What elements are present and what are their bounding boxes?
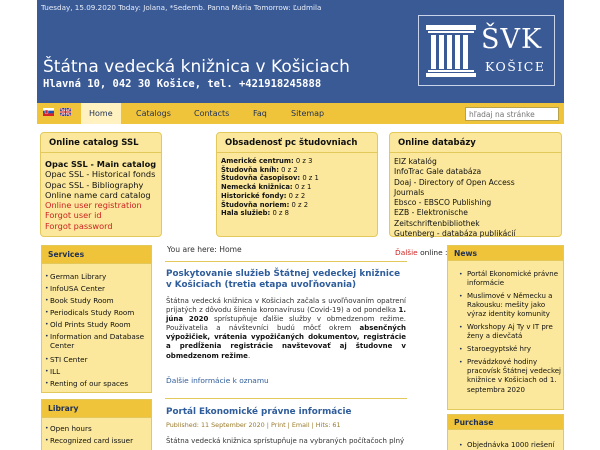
service-link[interactable]: • Information and Database Center xyxy=(50,332,150,350)
databases-box xyxy=(389,132,562,237)
article-body: Štátna vedecká knižnica sprístupňuje na vybraných počítačoch plný xyxy=(166,437,405,445)
news-box xyxy=(447,245,564,410)
catalogs-box-title: Online catalog SSL xyxy=(49,138,139,148)
pc-row: Študovňa časopisov: 0 z 1 xyxy=(221,174,319,183)
news-link[interactable]: • Workshopy Aj Ty v IT pre ženy a dievčatá xyxy=(467,323,563,341)
purchase-title: Purchase xyxy=(448,415,563,430)
pc-row: Študovňa noriem: 0 z 2 xyxy=(221,200,309,209)
pc-row: Študovňa kníh: 0 z 2 xyxy=(221,165,298,174)
svk-logo[interactable] xyxy=(418,15,555,86)
news-link[interactable]: • Muslimové v Německu a Rakousku: mešity jako výraz identity komunity xyxy=(467,292,563,320)
catalog-link-bibliography[interactable]: Opac SSL - Bibliography xyxy=(45,179,144,190)
news-link[interactable]: • Staroegyptské hry xyxy=(467,345,563,354)
library-link[interactable]: • Open hours xyxy=(50,424,92,433)
library-link[interactable]: • Recognized card issuer xyxy=(50,436,133,445)
article xyxy=(165,398,407,450)
article-more-link[interactable]: Ďalšie informácie k oznamu xyxy=(166,376,269,385)
main-nav xyxy=(37,103,564,124)
user-registration-link[interactable]: Online user registration xyxy=(45,200,142,211)
services-title: Services xyxy=(42,246,151,264)
pc-row: Historické fondy: 0 z 2 xyxy=(221,191,306,200)
article-title[interactable]: Poskytovanie služieb Štátnej vedeckej knižnice v Košiciach (tretia etapa uvoľňovania) xyxy=(166,269,401,290)
article-title[interactable]: Portál Ekonomické právne informácie xyxy=(166,407,352,417)
columns-icon xyxy=(425,24,477,78)
article-body: Štátna vedecká knižnica v Košiciach začala s uvoľňovaním opatrení prijatých z dôvodu šírenia koronavírusu (Covid-19) a od pondelka 1. júna 2020 sprístupňuje ďalšie služby v obmedzenom režime. Používatelia a návštevníci budú môcť okrem absenčných výpožičiek, vrátenia vypožičaných dokumentov, registrácie a predĺženia registrácie navštevovať aj študovne v obmedzenom režime. xyxy=(166,297,406,360)
service-link[interactable]: • Old Prints Study Room xyxy=(50,320,131,329)
service-link[interactable]: • German Library xyxy=(50,272,106,281)
db-link-eiz[interactable]: EIZ katalóg xyxy=(394,157,437,166)
catalog-link-historical[interactable]: Opac SSL - Historical fonds xyxy=(45,169,156,180)
slovak-flag-icon[interactable] xyxy=(43,108,54,116)
article xyxy=(165,261,407,391)
logo-text-kosice: KOŠICE xyxy=(485,59,546,74)
site-address: Hlavná 10, 042 30 Košice, tel. +421918245888 xyxy=(43,78,322,90)
news-link[interactable]: • Prevádzkové hodiny pracovísk Štátnej vedeckej knižnice v Košiciach od 1. septembra 2020 xyxy=(467,358,563,395)
english-flag-icon[interactable] xyxy=(60,108,71,116)
nav-contacts[interactable]: Contacts xyxy=(194,109,230,118)
pc-occupancy-title: Obsadenosť pc študovniach xyxy=(225,138,358,148)
news-title: News xyxy=(448,246,563,261)
dateline: Tuesday, 15.09.2020 Today: Jolana, *Sedemb. Panna Mária Tomorrow: Ľudmila xyxy=(41,3,322,12)
db-link-gutenberg[interactable]: Gutenberg - databáza publikácií xyxy=(394,229,516,239)
pc-row: Nemecká knižnica: 0 z 1 xyxy=(221,183,312,192)
site-header xyxy=(37,0,564,103)
site-title[interactable]: Štátna vedecká knižnica v Košiciach xyxy=(43,57,350,77)
service-link[interactable]: • Book Study Room xyxy=(50,296,114,305)
service-link[interactable]: • InfoUSA Center xyxy=(50,284,105,293)
purchase-box xyxy=(447,414,564,450)
more-online-label: Ďalšie online : xyxy=(395,248,448,257)
service-link[interactable]: • Periodicals Study Room xyxy=(50,308,134,317)
news-link[interactable]: • Portál Ekonomické právne informácie xyxy=(467,270,563,288)
service-link[interactable]: • ILL xyxy=(50,367,60,376)
page xyxy=(37,0,564,450)
pc-row: Hala služieb: 0 z 8 xyxy=(221,209,289,218)
db-link-doaj-cont[interactable]: Journals xyxy=(394,187,425,197)
library-title: Library xyxy=(42,400,151,418)
pc-row: Americké centrum: 0 z 3 xyxy=(221,157,313,165)
db-link-ezb-cont[interactable]: Zeitschriftenbibliothek xyxy=(394,218,480,228)
forgot-user-id-link[interactable]: Forgot user id xyxy=(45,210,102,221)
pc-occupancy-box xyxy=(216,132,378,237)
catalog-link-main[interactable]: Opac SSL - Main catalog xyxy=(45,159,157,169)
nav-home[interactable]: Home xyxy=(81,103,121,124)
logo-text-svk: ŠVK xyxy=(481,24,543,55)
db-link-infotrac[interactable]: InfoTrac Gale databáza xyxy=(394,167,482,177)
databases-box-title: Online databázy xyxy=(398,138,476,148)
nav-catalogs[interactable]: Catalogs xyxy=(136,109,171,118)
service-link[interactable]: • Renting of our spaces xyxy=(50,379,128,388)
site-search-input[interactable] xyxy=(465,107,559,121)
breadcrumb: You are here: Home xyxy=(167,245,242,254)
nav-faq[interactable]: Faq xyxy=(253,109,267,118)
db-link-ezb[interactable]: EZB - Elektronische xyxy=(394,208,468,218)
service-link[interactable]: • STI Center xyxy=(50,355,88,364)
db-link-doaj[interactable]: Doaj - Directory of Open Access xyxy=(394,177,515,187)
purchase-link[interactable]: • Objednávka 1000 riešení xyxy=(467,441,563,450)
article-meta: Published: 11 September 2020 | Print | Email | Hits: 61 xyxy=(166,421,341,429)
catalogs-box xyxy=(40,132,162,237)
catalog-link-name-card[interactable]: Online name card catalog xyxy=(45,189,151,200)
library-box xyxy=(41,399,152,450)
nav-sitemap[interactable]: Sitemap xyxy=(291,109,325,118)
db-link-ebsco[interactable]: Ebsco - EBSCO Publishing xyxy=(394,198,492,208)
services-box xyxy=(41,245,152,393)
forgot-password-link[interactable]: Forgot password xyxy=(45,220,113,231)
